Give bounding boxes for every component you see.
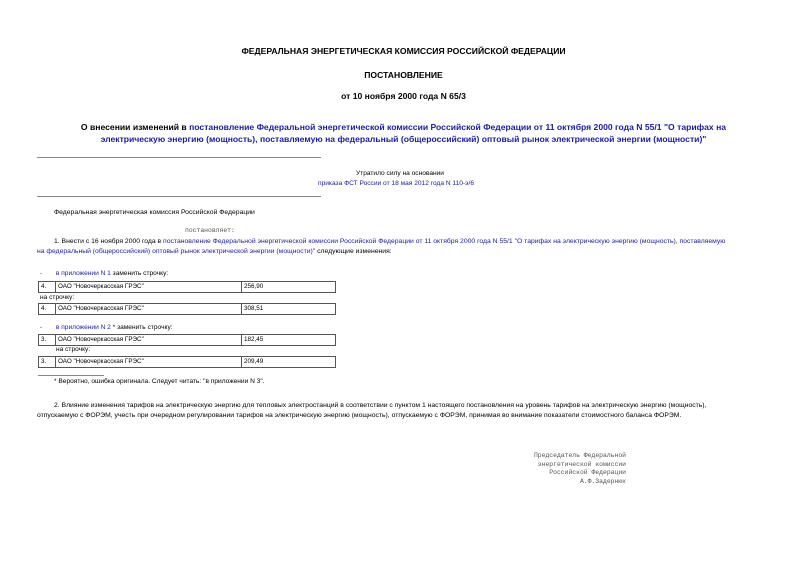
p2-line-2: отпускаемую с ФОРЭМ, учесть при очередном регулировании тарифов на электрическую энергию (мощность), отпускаемую с ФОРЭМ, принимая во внимание показатели стоимостного баланса ФОРЭМ.	[37, 412, 682, 419]
p2-line-1: 2. Влияние изменения тарифов на электрическую энергию для тепловых электростанций в соответствии с пунктом 1 настоящего постановления на уровень тарифов на электрическую энергию (мощность),	[54, 402, 707, 409]
row-name: ОАО "Новочеркасская ГРЭС"	[56, 304, 242, 315]
row-name: ОАО "Новочеркасская ГРЭС"	[56, 335, 242, 346]
divider-top	[37, 157, 321, 158]
table-row	[39, 282, 336, 293]
commission-name: Федеральная энергетическая комиссия Российской Федерации	[54, 209, 255, 216]
p1-start: 1. Внести с 16 ноября 2000 года в	[54, 238, 164, 245]
row-name: ОАО "Новочеркасская ГРЭС"	[56, 357, 242, 368]
replace-with-2: на строчку:	[56, 346, 91, 353]
table-1	[38, 281, 336, 293]
signature-line-2: энергетической комиссии	[537, 460, 626, 468]
row-value: 308,51	[242, 304, 336, 315]
p1-link-cont[interactable]: на федеральный (общероссийский) оптовый рынок электрической энергии (мощности)"	[37, 248, 316, 255]
status-line: Утратило силу на основании	[356, 170, 444, 177]
divider-bottom	[37, 196, 321, 197]
table-3	[38, 334, 336, 346]
row-value: 209,49	[242, 357, 336, 368]
row-value: 256,90	[242, 282, 336, 293]
document-date-number: от 10 ноября 2000 года N 65/3	[341, 91, 466, 101]
row-number: 3.	[39, 335, 56, 346]
signature-line-1: Председатель Федеральной	[533, 452, 626, 459]
table-row	[39, 335, 336, 346]
table-row	[39, 357, 336, 368]
document-title	[0, 121, 807, 145]
paragraph-1	[37, 237, 777, 257]
title-prefix: О внесении изменений в	[80, 122, 190, 132]
row-name: ОАО "Новочеркасская ГРЭС"	[56, 282, 242, 293]
change-2-link[interactable]: в приложении N 2	[55, 324, 111, 331]
signature-name: А.Ф.Задернюк	[579, 477, 626, 485]
status-link[interactable]: приказа ФСТ России от 18 мая 2012 года N 110-э/6	[318, 180, 474, 187]
title-link-part1[interactable]: постановление Федеральной энергетической комиссии Российской Федерации от 11 октября 2000 года N 55/1 "О тарифах на	[189, 122, 727, 132]
footnote-divider	[38, 375, 104, 376]
paragraph-2	[37, 401, 769, 421]
footnote: * Вероятно, ошибка оригинала. Следует читать: "в приложении N 3".	[54, 378, 265, 385]
commission-heading: ФЕДЕРАЛЬНАЯ ЭНЕРГЕТИЧЕСКАЯ КОМИССИЯ РОССИЙСКОЙ ФЕДЕРАЦИИ	[241, 46, 566, 56]
change-1-link[interactable]: в приложении N 1	[55, 270, 111, 277]
change-2-dash: -	[40, 324, 43, 331]
change-1	[40, 270, 168, 277]
change-2-text: * заменить строчку:	[110, 324, 173, 331]
p1-link[interactable]: постановление Федеральной энергетической комиссии Российской Федерации от 11 октября 2000 года N 55/1 "О тарифах на электрическую энергию (мощность), поставляемую	[163, 238, 726, 245]
change-2	[40, 324, 173, 331]
row-value: 182,45	[242, 335, 336, 346]
change-1-text: заменить строчку:	[110, 270, 169, 277]
document-type: ПОСТАНОВЛЕНИЕ	[364, 70, 443, 80]
signature-line-3: Российской Федерации	[549, 469, 626, 476]
change-1-dash: -	[40, 270, 43, 277]
table-row	[39, 304, 336, 315]
p1-end: следующие изменения:	[315, 248, 392, 255]
title-link-part2[interactable]: электрическую энергию (мощность), поставляемую на федеральный (общероссийский) оптовый рынок электрической энергии (мощности)"	[100, 134, 707, 144]
row-number: 3.	[39, 357, 56, 368]
table-4	[38, 356, 336, 368]
row-number: 4.	[39, 304, 56, 315]
row-number: 4.	[39, 282, 56, 293]
resolves-word: постановляет:	[185, 227, 235, 234]
replace-with-1: на строчку:	[40, 294, 75, 301]
table-2	[38, 303, 336, 315]
signature-block	[440, 452, 626, 486]
